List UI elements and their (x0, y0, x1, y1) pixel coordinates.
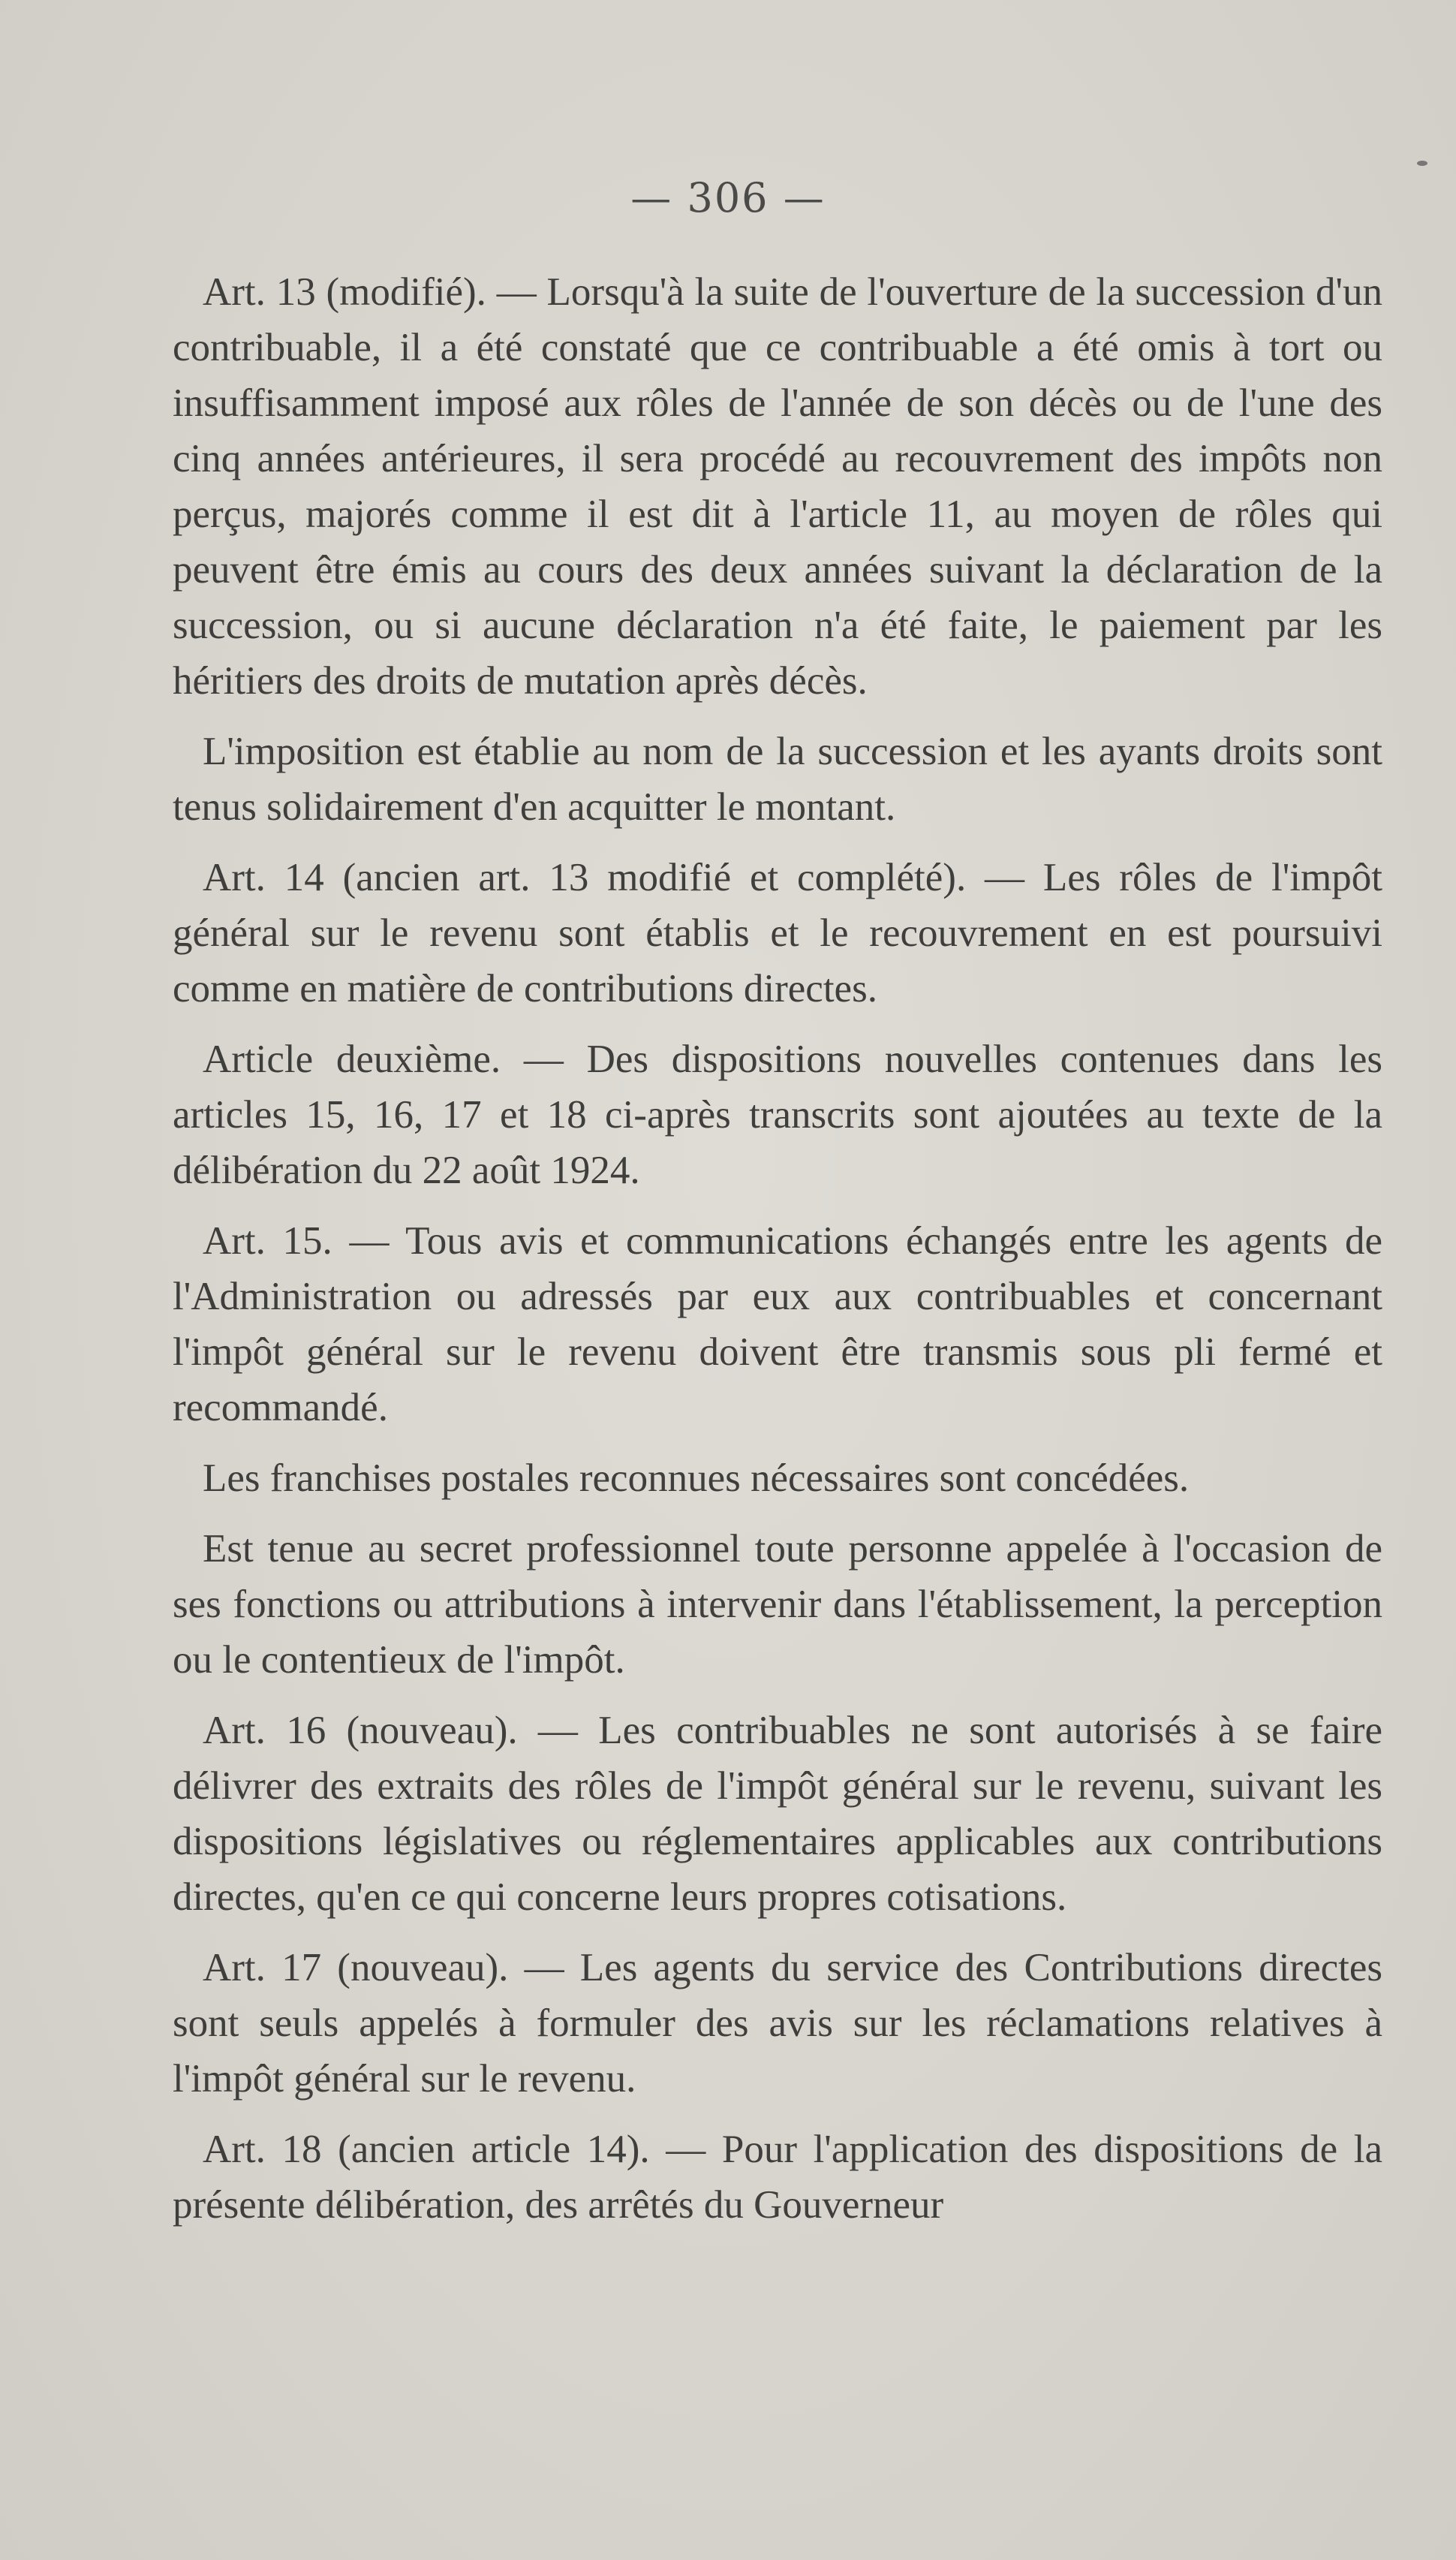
print-speck (1417, 161, 1427, 166)
body-text (173, 264, 1382, 2248)
page-number: — 306 — (630, 174, 826, 221)
paragraph-franchises: Les franchises postales reconnues nécessaires sont concédées. (203, 1456, 1190, 1500)
paragraph-art-16: Art. 16 (nouveau). — Les contribuables ne sont autorisés à se faire délivrer des extraits des rôles de l'impôt général sur le revenu, suivant les dispositions législatives ou réglementaires applicables aux contributions directes, qu'en ce qui concerne leurs propres cotisations. (173, 1709, 1382, 1919)
paragraph-article-deuxieme: Article deuxième. — Des dispositions nouvelles contenues dans les articles 15, 16, 17 et 18 ci-après transcrits sont ajoutées au texte de la délibération du 22 août 1924. (173, 1038, 1382, 1192)
paragraph-art-14: Art. 14 (ancien art. 13 modifié et complété). — Les rôles de l'impôt général sur le revenu sont établis et le recouvrement en est poursuivi comme en matière de contributions directes. (173, 856, 1382, 1010)
paragraph-secret-professionnel: Est tenue au secret professionnel toute personne appelée à l'occasion de ses fonctions ou attributions à intervenir dans l'établissement, la perception ou le contentieux de l'impôt. (173, 1527, 1382, 1682)
paragraph-art-13: Art. 13 (modifié). — Lorsqu'à la suite de l'ouverture de la succession d'un contribuable, il a été constaté que ce contribuable a été omis à tort ou insuffisamment imposé aux rôles de l'année de son décès ou de l'une des cinq années antérieures, il sera procédé au recouvrement des impôts non perçus, majorés comme il est dit à l'article 11, au moyen de rôles qui peuvent être émis au cours des deux années suivant la déclaration de la succession, ou si aucune déclaration n'a été faite, le paiement par les héritiers des droits de mutation après décès. (173, 270, 1382, 703)
paragraph-art-18: Art. 18 (ancien article 14). — Pour l'application des dispositions de la présente délibération, des arrêtés du Gouverneur (173, 2128, 1382, 2227)
paragraph-imposition: L'imposition est établie au nom de la succession et les ayants droits sont tenus solidairement d'en acquitter le montant. (173, 730, 1382, 829)
paragraph-art-17: Art. 17 (nouveau). — Les agents du service des Contributions directes sont seuls appelés à formuler des avis sur les réclamations relatives à l'impôt général sur le revenu. (173, 1946, 1382, 2101)
paragraph-art-15: Art. 15. — Tous avis et communications échangés entre les agents de l'Administration ou adressés par eux aux contribuables et concernant l'impôt général sur le revenu doivent être transmis sous pli fermé et recommandé. (173, 1219, 1382, 1429)
